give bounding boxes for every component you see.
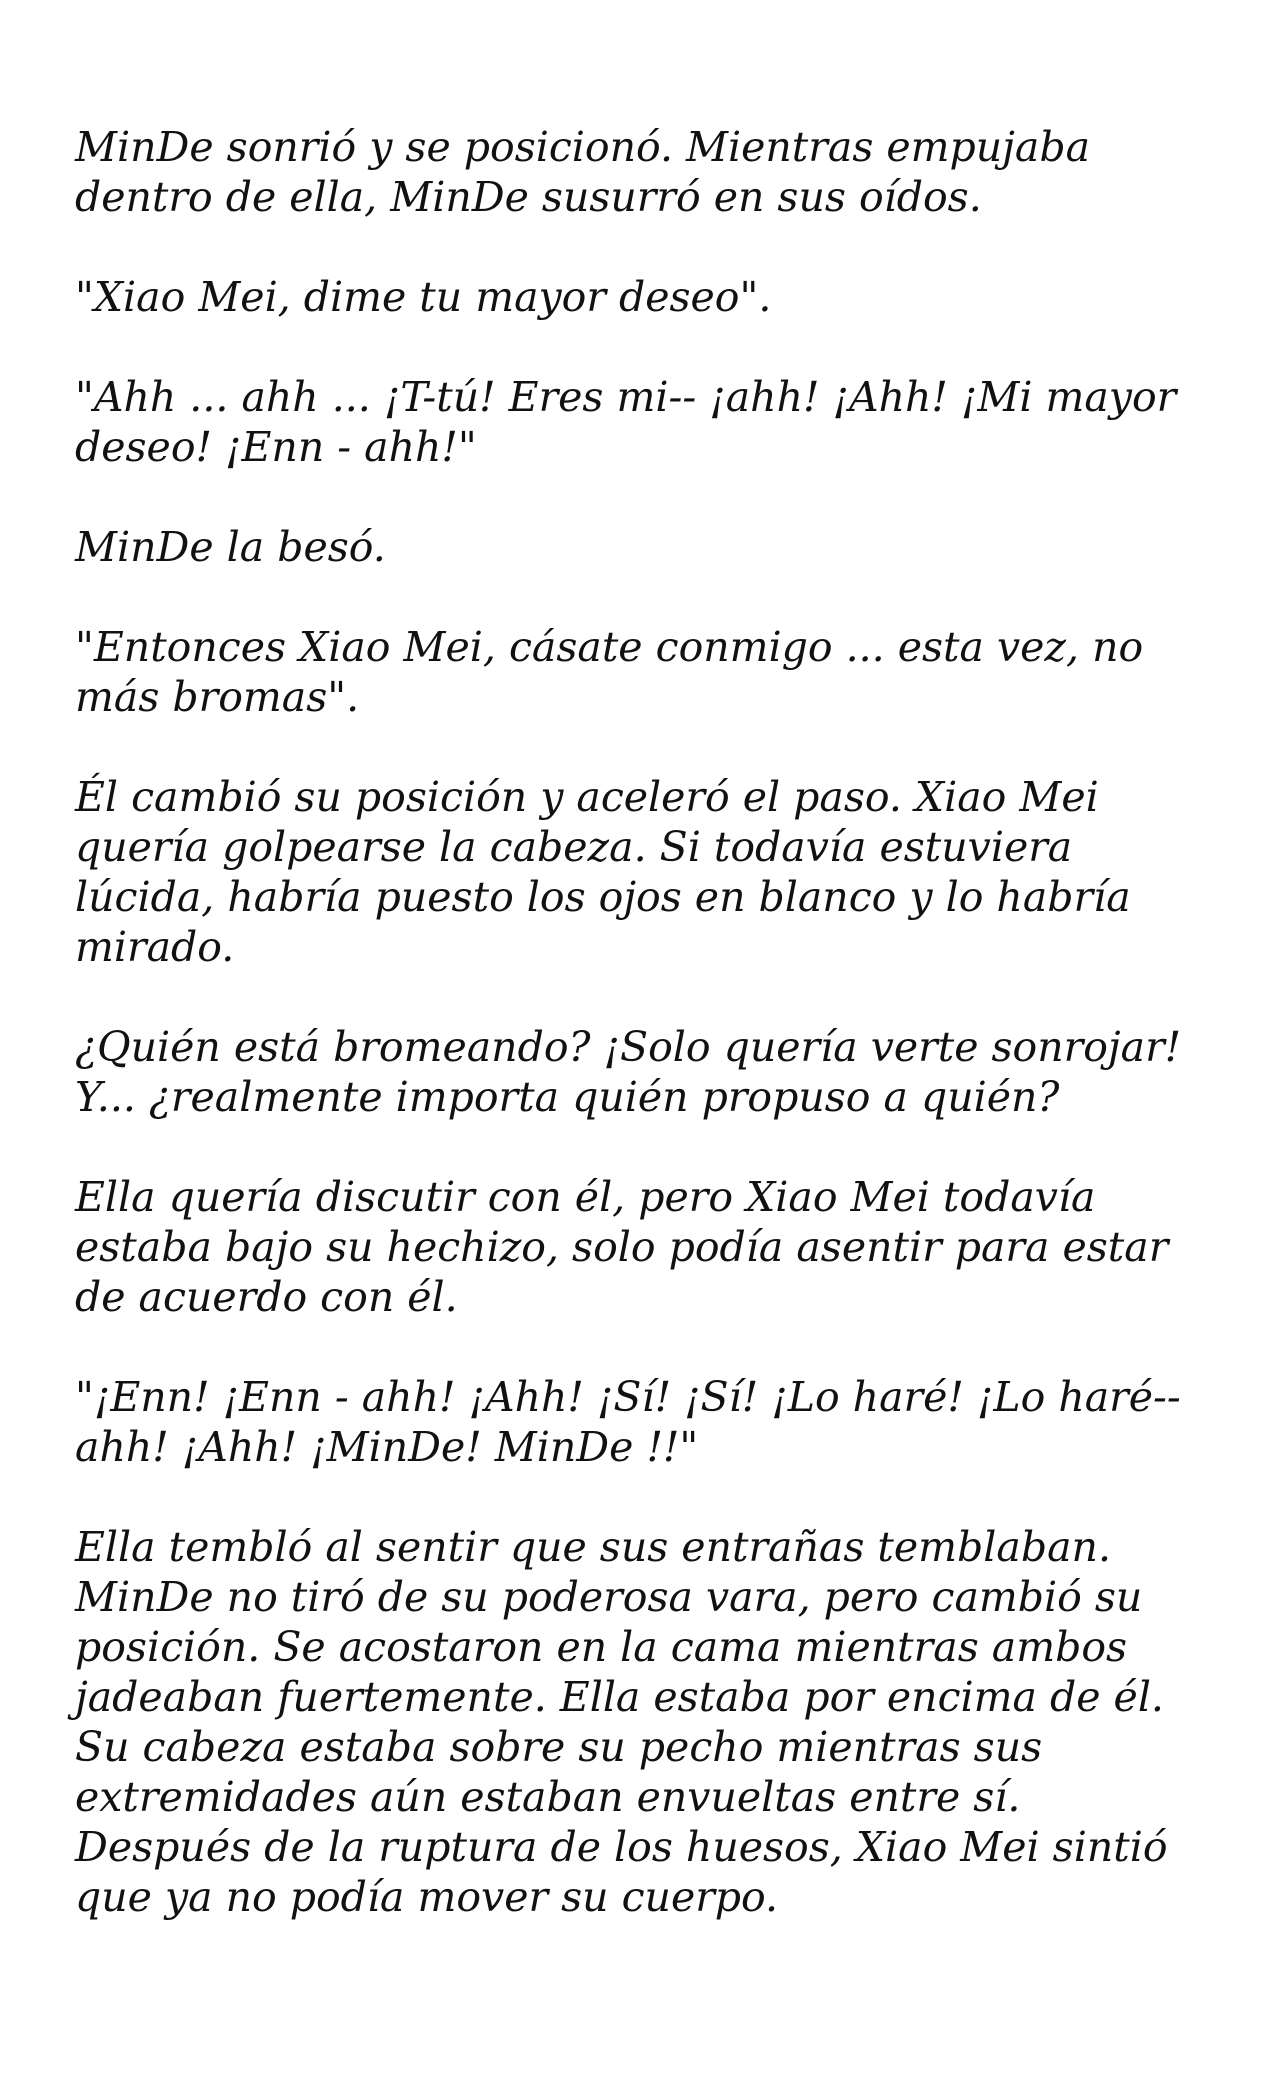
- paragraph: Él cambió su posición y aceleró el paso. Xiao Mei quería golpearse la cabeza. Si todavía estuviera lúcida, habría puesto los ojos en blanco y lo habría mirado.: [75, 773, 1131, 971]
- paragraph: "¡Enn! ¡Enn - ahh! ¡Ahh! ¡Sí! ¡Sí! ¡Lo haré! ¡Lo haré-- ahh! ¡Ahh! ¡MinDe! MinDe !!": [75, 1373, 1181, 1471]
- document-body: [75, 122, 1205, 1922]
- paragraph: MinDe la besó.: [75, 523, 386, 571]
- paragraph: "Entonces Xiao Mei, cásate conmigo ... esta vez, no más bromas".: [75, 623, 1144, 721]
- paragraph: Ella quería discutir con él, pero Xiao Mei todavía estaba bajo su hechizo, solo podía asentir para estar de acuerdo con él.: [75, 1173, 1169, 1321]
- paragraph: "Xiao Mei, dime tu mayor deseo".: [75, 273, 772, 321]
- paragraph: MinDe sonrió y se posicionó. Mientras empujaba dentro de ella, MinDe susurró en sus oídos.: [75, 123, 1091, 221]
- paragraph: "Ahh ... ahh ... ¡T-tú! Eres mi-- ¡ahh! ¡Ahh! ¡Mi mayor deseo! ¡Enn - ahh!": [75, 373, 1177, 471]
- paragraph: ¿Quién está bromeando? ¡Solo quería verte sonrojar! Y... ¿realmente importa quién propuso a quién?: [75, 1023, 1182, 1121]
- paragraph: Ella tembló al sentir que sus entrañas temblaban. MinDe no tiró de su poderosa vara, pero cambió su posición. Se acostaron en la cama mientras ambos jadeaban fuertemente. Ella estaba por encima de él. Su cabeza estaba sobre su pecho mientras sus extremidades aún estaban envueltas entre sí. Después de la ruptura de los huesos, Xiao Mei sintió que ya no podía mover su cuerpo.: [75, 1523, 1168, 1921]
